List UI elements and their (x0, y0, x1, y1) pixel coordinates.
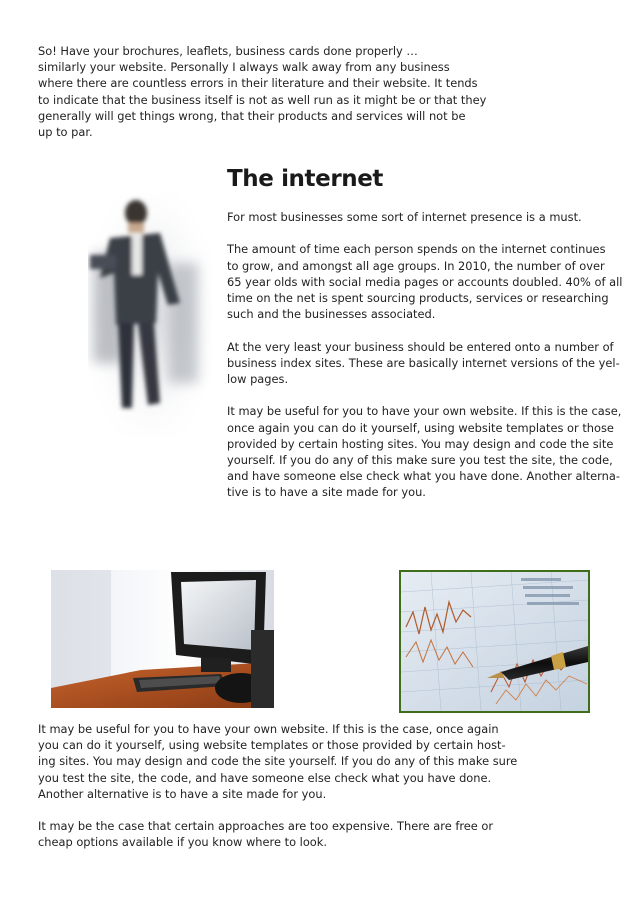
text-line: to grow, and amongst all age groups. In 2010, the number of over (227, 258, 605, 273)
section-heading: The internet (227, 166, 384, 192)
text-line: At the very least your business should be entered onto a number of (227, 339, 614, 354)
text-line: and have someone else check what you have done. Another alterna- (227, 469, 620, 484)
intro-line: So! Have your brochures, leaflets, business cards done properly … (38, 44, 418, 58)
intro-line: to indicate that the business itself is not as well run as it might be or that they (38, 92, 487, 107)
text-line: It may be useful for you to have your own website. If this is the case, (227, 404, 622, 419)
text-line: yourself. If you do any of this make sure you test the site, the code, (227, 453, 613, 467)
paragraph (227, 241, 623, 322)
text-line: For most businesses some sort of internet presence is a must. (227, 210, 582, 224)
text-line: such and the businesses associated. (227, 307, 436, 322)
intro-line: similarly your website. Personally I always walk away from any business (38, 60, 450, 75)
intro-paragraph (38, 43, 487, 140)
paragraph (227, 339, 620, 388)
text-line: 65 year olds with social media pages or accounts doubled. 40% of all (227, 274, 623, 289)
text-line: cheap options available if you know where to look. (38, 835, 327, 850)
text-line: ing sites. You may design and code the site yourself. If you do any of this make sure (38, 754, 518, 769)
text-line: It may be the case that certain approaches are too expensive. There are free or (38, 819, 494, 834)
intro-line: where there are countless errors in their literature and their website. It tends (38, 76, 478, 91)
paragraph (38, 818, 494, 850)
text-line: business index sites. These are basically internet versions of the yel- (227, 355, 620, 370)
text-line: tive is to have a site made for you. (227, 485, 426, 500)
computer-photo (51, 570, 274, 708)
paragraph (38, 721, 518, 802)
intro-line: up to par. (38, 125, 93, 140)
text-line: provided by certain hosting sites. You may design and code the site (227, 436, 614, 451)
text-line: low pages. (227, 372, 289, 386)
businessman-photo (88, 193, 213, 438)
paragraph (227, 403, 622, 500)
chart-pen-photo (399, 570, 590, 713)
text-line: you can do it yourself, using website templates or those provided by certain host- (38, 738, 506, 753)
text-line: It may be useful for you to have your own website. If this is the case, once again (38, 722, 499, 736)
main-text-column (227, 209, 623, 517)
text-line: The amount of time each person spends on the internet continues (227, 242, 606, 257)
text-line: time on the net is spent sourcing products, services or researching (227, 291, 609, 305)
paragraph (227, 209, 599, 225)
text-line: once again you can do it yourself, using website templates or those (227, 420, 614, 435)
bottom-text-column (38, 721, 518, 867)
text-line: you test the site, the code, and have someone else check what you have done. (38, 770, 492, 785)
text-line: Another alternative is to have a site made for you. (38, 786, 327, 801)
intro-line: generally will get things wrong, that their products and services will not be (38, 108, 466, 123)
